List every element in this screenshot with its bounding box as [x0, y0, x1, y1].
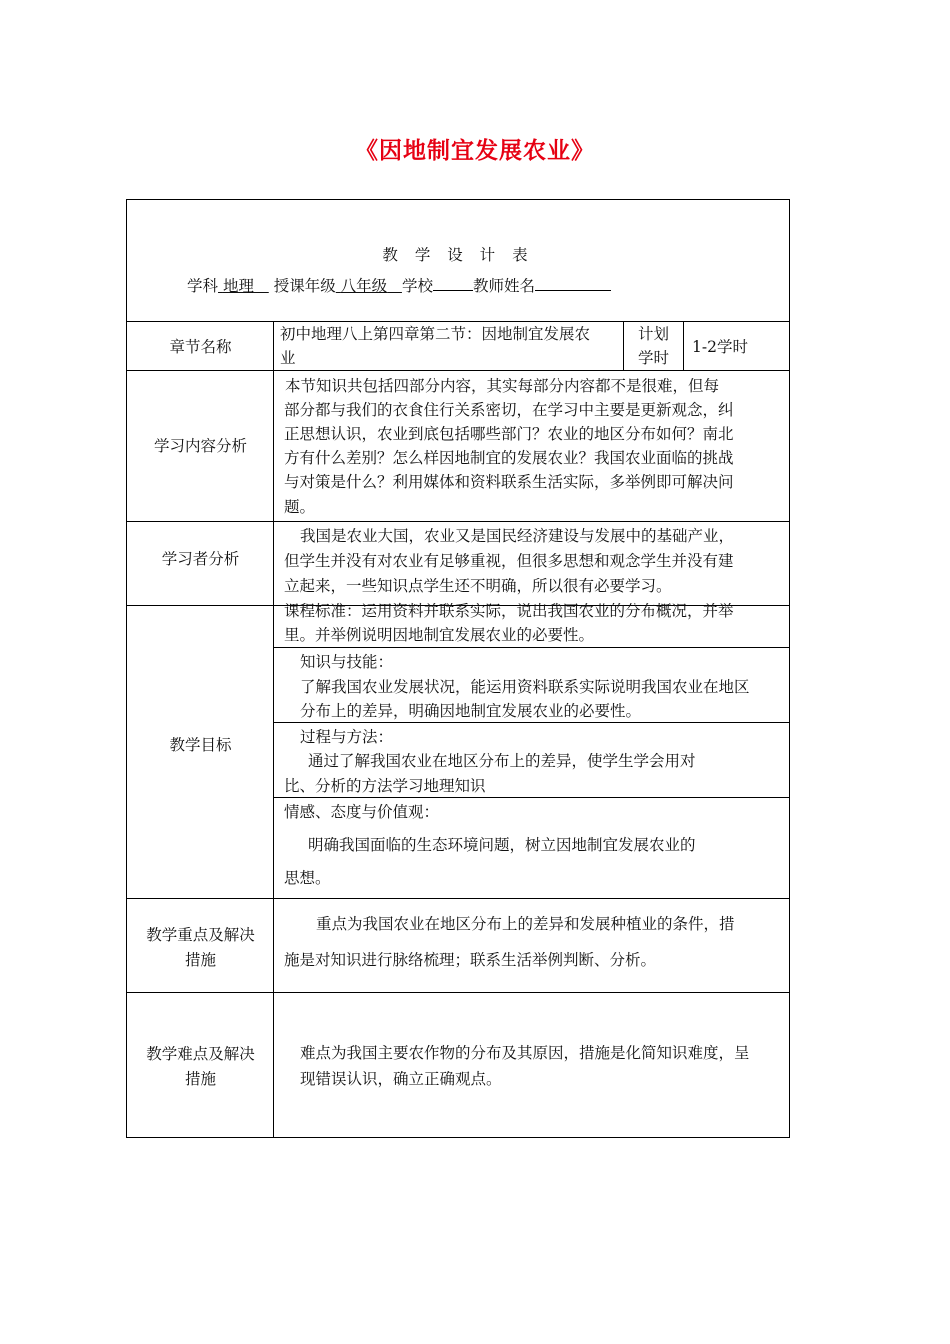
column-divider [683, 321, 684, 370]
emotion-line: 思想。 [284, 869, 331, 887]
teacher-label: 教师姓名 [472, 277, 535, 295]
chapter-value-line: 初中地理八上第四章第二节：因地制宜发展农 [280, 325, 591, 343]
subject-label: 学科 [187, 277, 219, 295]
knowledge-line: 分布上的差异，明确因地制宜发展农业的必要性。 [300, 702, 642, 720]
emotion-line: 明确我国面临的生态环境问题，树立因地制宜发展农业的 [308, 836, 696, 854]
key-points-line: 施是对知识进行脉络梳理；联系生活举例判断、分析。 [284, 951, 657, 969]
document-title: 《因地制宜发展农业》 [355, 137, 595, 164]
difficult-points-line: 现错误认识，确立正确观点。 [300, 1070, 502, 1088]
content-analysis-line: 正思想认识，农业到底包括哪些部门？农业的地区分布如何？南北 [284, 425, 734, 443]
knowledge-line: 了解我国农业发展状况，能运用资料联系实际说明我国农业在地区 [300, 678, 750, 696]
content-analysis-line: 方有什么差别？怎么样因地制宜的发展农业？我国农业面临的挑战 [284, 449, 734, 467]
row-divider [127, 370, 789, 371]
knowledge-heading: 知识与技能： [300, 653, 394, 671]
chapter-label: 章节名称 [169, 338, 232, 356]
plan-hours-label: 计划 [637, 325, 669, 343]
content-analysis-line: 题。 [284, 498, 316, 516]
subject-value: 地理 [222, 277, 254, 295]
chapter-value-line: 业 [280, 349, 296, 367]
row-divider [127, 992, 789, 993]
process-line: 通过了解我国农业在地区分布上的差异，使学生学会用对 [308, 752, 696, 770]
key-points-label: 措施 [184, 951, 216, 969]
form-info-line [187, 274, 611, 296]
lesson-design-table [126, 199, 790, 1138]
plan-hours-label: 学时 [637, 349, 669, 367]
emotion-heading: 情感、态度与价值观： [284, 803, 440, 821]
school-label: 学校 [401, 277, 433, 295]
teacher-blank [535, 274, 611, 291]
difficult-points-label: 教学难点及解决 [146, 1045, 255, 1063]
row-divider [127, 898, 789, 899]
grade-label: 授课年级 [273, 277, 336, 295]
content-analysis-line: 与对策是什么？利用媒体和资料联系生活实际，多举例即可解决问 [284, 473, 734, 491]
process-heading: 过程与方法： [300, 728, 394, 746]
difficult-points-label: 措施 [184, 1070, 216, 1088]
difficult-points-line: 难点为我国主要农作物的分布及其原因，措施是化简知识难度，呈 [300, 1044, 750, 1062]
key-points-line: 重点为我国农业在地区分布上的差异和发展种植业的条件，措 [316, 915, 735, 933]
content-analysis-label: 学习内容分析 [153, 437, 247, 455]
objectives-label: 教学目标 [169, 736, 232, 754]
form-title: 教 学 设 计 表 [382, 246, 534, 264]
content-analysis-line: 部分都与我们的衣食住行关系密切，在学习中主要是更新观念，纠 [284, 401, 734, 419]
key-points-label: 教学重点及解决 [146, 926, 255, 944]
learner-analysis-line: 我国是农业大国，农业又是国民经济建设与发展中的基础产业， [300, 527, 735, 545]
grade-value: 八年级 [340, 277, 388, 295]
plan-hours-value: 1-2学时 [692, 338, 748, 356]
process-line: 比、分析的方法学习地理知识 [284, 777, 486, 795]
learner-analysis-line: 但学生并没有对农业有足够重视，但很多思想和观念学生并没有建 [284, 552, 734, 570]
row-divider [127, 521, 789, 522]
school-blank [433, 274, 473, 291]
curriculum-standard-line: 里。并举例说明因地制宜发展农业的必要性。 [284, 626, 595, 644]
learner-analysis-line: 立起来，一些知识点学生还不明确，所以很有必要学习。 [284, 577, 672, 595]
curriculum-standard-line: 课程标准：运用资料并联系实际，说出我国农业的分布概况，并举 [284, 602, 734, 620]
learner-analysis-label: 学习者分析 [161, 550, 240, 568]
content-analysis-line: 本节知识共包括四部分内容，其实每部分内容都不是很难，但每 [285, 377, 720, 395]
